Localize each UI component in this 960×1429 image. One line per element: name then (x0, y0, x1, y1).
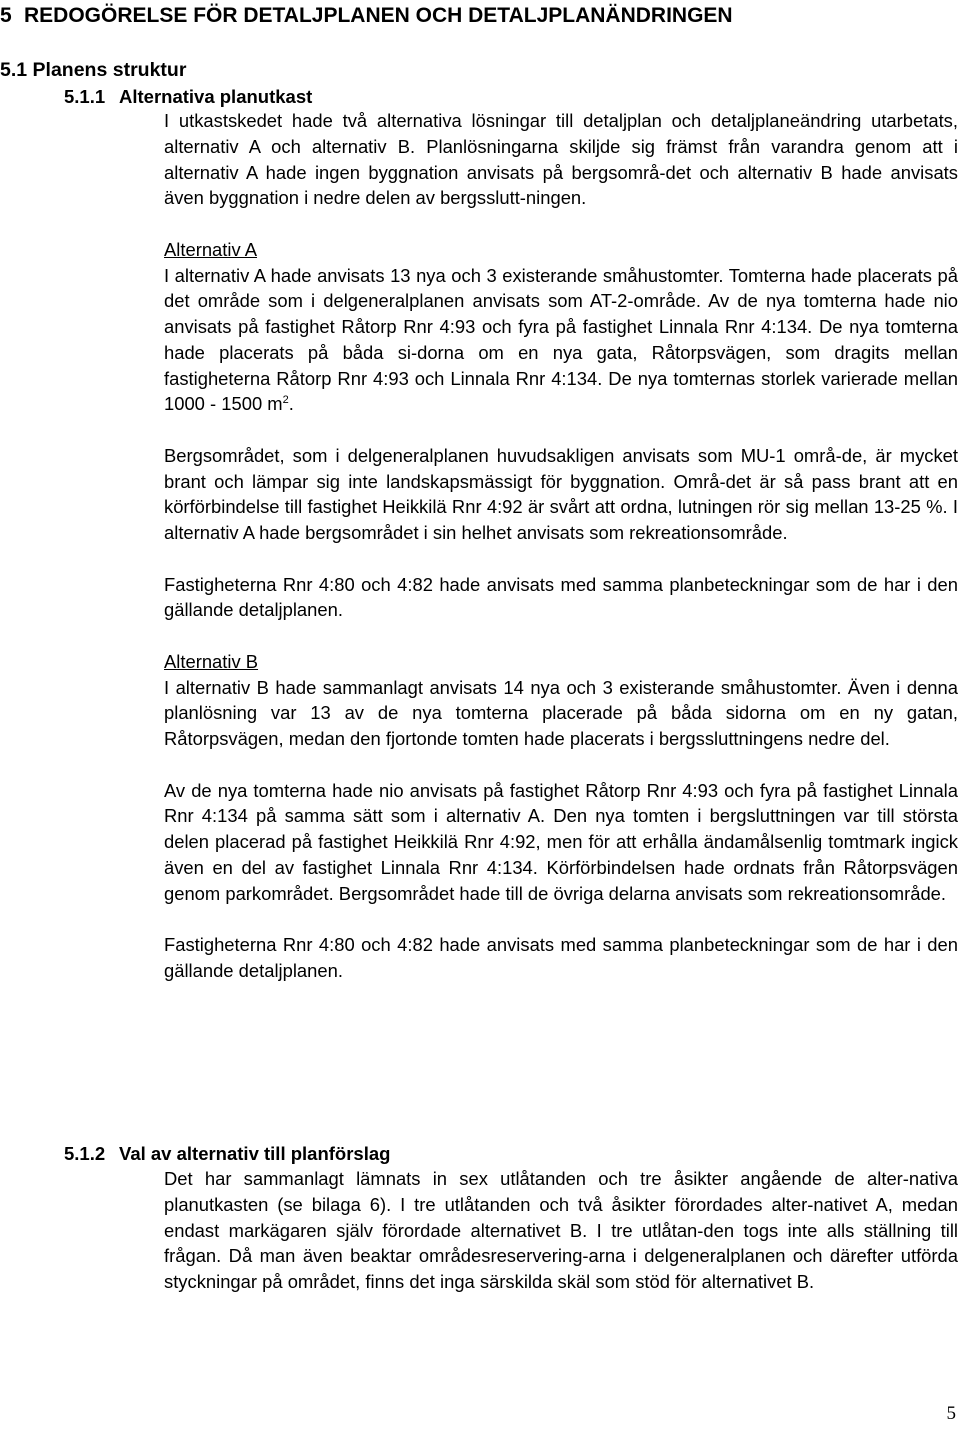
chapter-heading (0, 4, 733, 28)
alternative-b-paragraph-3: Fastigheterna Rnr 4:80 och 4:82 hade anvisats med samma planbeteckningar som de har i den gällande detaljplanen. (164, 934, 958, 981)
alternative-a-text-1: I alternativ A hade anvisats 13 nya och 3 existerande småhustomter. Tomterna hade placerats på det område som i delgeneralplanen anvisats som AT-2-område. Av de nya tomterna hade nio anvisats på fastighet Råtorp Rnr 4:93 och fyra på fastighet Linnala Rnr 4:134. De nya tomterna hade placerats på båda si-dorna om en nya gata, Råtorpsvägen, som dragits mellan fastigheterna Råtorp Rnr 4:93 och Linnala Rnr 4:134. De nya tomternas storlek varierade mellan 1000 - 1500 m (164, 264, 958, 415)
subsection-heading-5-1-1 (64, 86, 312, 108)
alternative-a-heading: Alternativ A (164, 238, 258, 260)
subsection-number: 5.1.1 (64, 86, 106, 107)
alternative-a-paragraph-2: Bergsområdet, som i delgeneralplanen huvudsakligen anvisats som MU-1 områ-de, är mycket brant och lämpar sig inte landskapsmässigt för byggnation. Områ-det är så pass brant att en körförbindelse till fastighet Heikkilä Rnr 4:92 är svårt att ordna, lutningen rör sig mellan 13-25 %. I alternativ A hade bergsområdet i sin helhet anvisats som rekreationsområde. (164, 444, 958, 543)
intro-paragraph: I utkastskedet hade två alternativa lösningar till detaljplan och detaljplaneändring utarbetats, alternativ A och alternativ B. Planlösningarna skiljde sig främst från varandra genom att i alternativ A hade ingen byggnation anvisats på bergsområ-det och alternativ B hade anvisats även byggnation i nedre delen av bergsslutt-ningen. (164, 110, 958, 209)
alternative-b-paragraph-1 (164, 649, 958, 752)
selection-paragraph: Det har sammanlagt lämnats in sex utlåtanden och tre åsikter angående de alter-nativa planutkasten (se bilaga 6). I tre utlåtanden och två åsikter förordades alter-nativet A, medan endast markägaren själv förordade alternativet B. I tre utlåtan-den togs inte alls ställning till frågan. Då man även beaktar områdesreservering-arna i delgeneralplanen och därefter utförda styckningar på området, finns det inga särskilda skäl som stöd för alternativet B. (164, 1168, 958, 1292)
chapter-number: 5 (0, 4, 12, 27)
superscript-2: 2 (282, 394, 289, 407)
alternative-a-paragraph-3: Fastigheterna Rnr 4:80 och 4:82 hade anvisats med samma planbeteckningar som de har i den gällande detaljplanen. (164, 573, 958, 621)
section-5-1-1-body (164, 108, 958, 984)
page-number: 5 (946, 1403, 956, 1424)
chapter-title: REDOGÖRELSE FÖR DETALJPLANEN OCH DETALJPLANÄNDRINGEN (24, 4, 733, 27)
subsection-number: 5.1.2 (64, 1143, 106, 1164)
subsection-title: Val av alternativ till planförslag (119, 1143, 391, 1164)
alternative-a-text-1-end: . (288, 393, 294, 415)
section-heading-5-1: 5.1 Planens struktur (0, 59, 187, 81)
alternative-b-text-1: I alternativ B hade sammanlagt anvisats 14 nya och 3 existerande småhustomter. Även i denna planlösning var 13 av de nya tomterna placerade på båda sidorna om en ny gatan, Råtorpsvägen, medan den fjortonde tomten hade placerats i bergssluttningens nedre del. (164, 676, 958, 749)
alternative-a-paragraph-1 (164, 237, 958, 417)
subsection-heading-5-1-2 (64, 1143, 390, 1165)
section-5-1-2-body (164, 1166, 958, 1295)
alternative-b-paragraph-2: Av de nya tomterna hade nio anvisats på fastighet Råtorp Rnr 4:93 och fyra på fastighet Linnala Rnr 4:134 på samma sätt som i alternativ A. Den nya tomten i bergsluttningen var till största delen placerad på fastighet Heikkilä Rnr 4:92, men för att erhålla ändamålsenlig tomtmark ingick även en del av fastighet Linnala Rnr 4:134. Körförbindelsen hade ordnats från Råtorpsvägen genom parkområdet. Bergsområdet hade till de övriga delarna anvisats som rekreationsområde. (164, 779, 958, 904)
subsection-title: Alternativa planutkast (119, 86, 313, 107)
alternative-b-heading: Alternativ B (164, 650, 259, 672)
